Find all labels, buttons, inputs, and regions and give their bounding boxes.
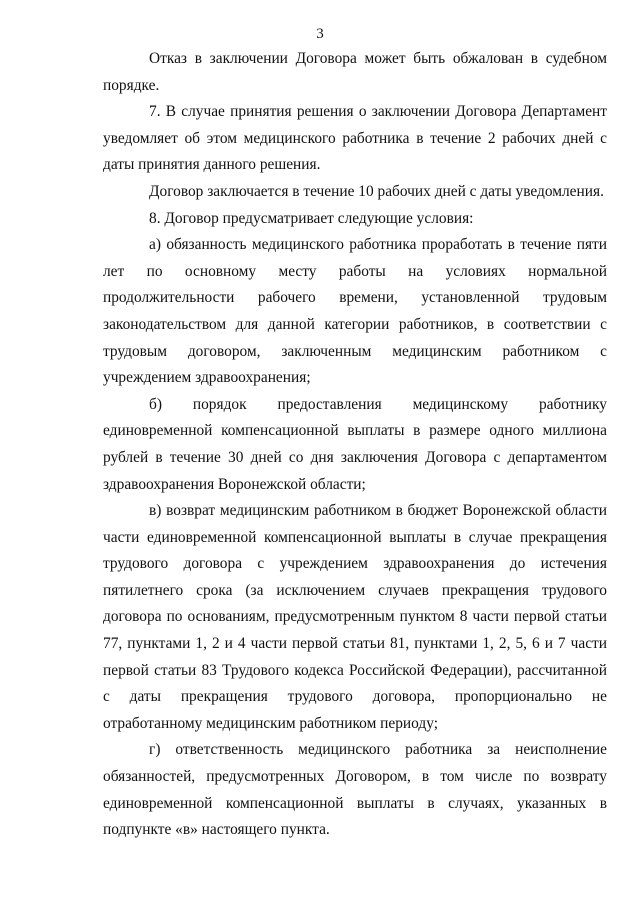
paragraph-contract-term: Договор заключается в течение 10 рабочих дней с даты уведомления. [149,182,604,200]
paragraph-item-8: 8. Договор предусматривает следующие условия: [149,209,474,227]
paragraph-subitem-g: г) ответственность медицинского работника за неисполнение обязанностей, предусмотренных Договором, в том числе по возврату единовременной компенсационной выплаты в случаях, указанных в подпункте «в» настоящего пункта. [103,741,607,839]
paragraph-appeal: Отказ в заключении Договора может быть обжалован в судебном порядке. [103,50,607,94]
paragraph-subitem-a: а) обязанность медицинского работника проработать в течение пяти лет по основному месту работы на условиях нормальной продолжительности рабочего времени, установленной трудовым законодательством для данной категории работников, в соответствии с трудовым договором, заключенным медицинским работником с учреждением здравоохранения; [103,236,607,387]
paragraph-subitem-v: в) возврат медицинским работником в бюджет Воронежской области части единовременной компенсационной выплаты в случае прекращения трудового договора с учреждением здравоохранения до истечения пятилетнего срока (за исключением случаев прекращения трудового договора по основаниям, предусмотренным пунктом 8 части первой статьи 77, пунктами 1, 2 и 4 части первой статьи 81, пунктами 1, 2, 5, 6 и 7 части первой статьи 83 Трудового кодекса Российской Федерации), рассчитанной с даты прекращения трудового договора, пропорционально не отработанному медицинским работником периоду; [103,502,607,732]
document-body [103,46,607,844]
paragraph-subitem-b: б) порядок предоставления медицинскому работнику единовременной компенсационной выплаты в размере одного миллиона рублей в течение 30 дней со дня заключения Договора с департаментом здравоохранения Воронежской области; [103,395,607,493]
paragraph-item-7: 7. В случае принятия решения о заключении Договора Департамент уведомляет об этом медицинского работника в течение 2 рабочих дней с даты принятия данного решения. [103,103,607,174]
page-number: 3 [316,26,324,42]
